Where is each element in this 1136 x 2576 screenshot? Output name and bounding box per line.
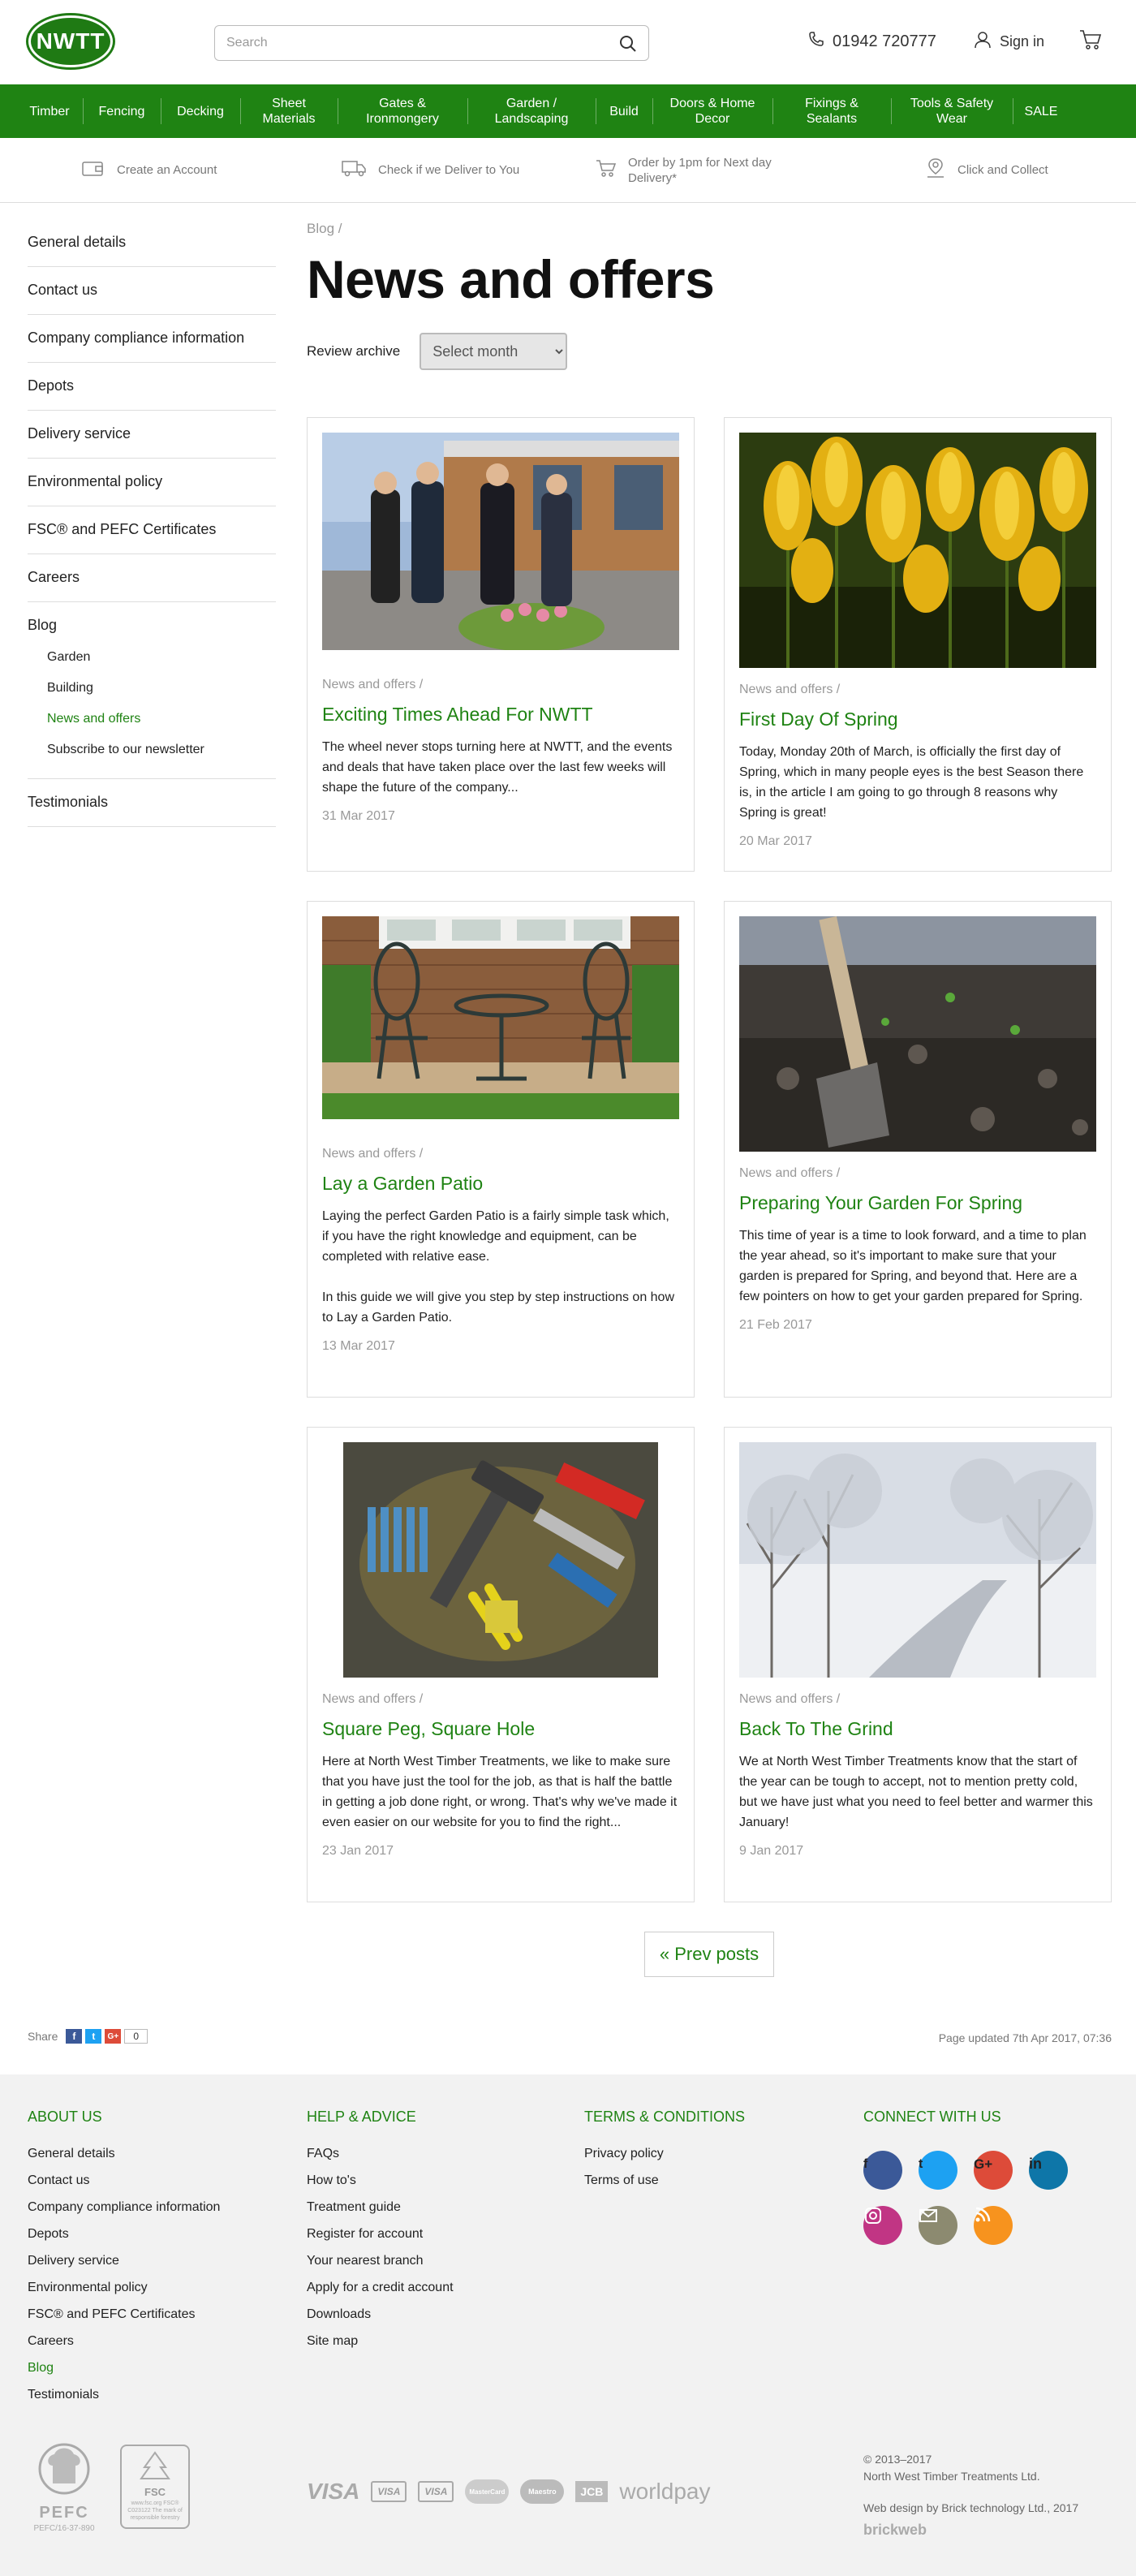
post-category: News and offers / [739,1166,841,1180]
nav-item-tools-safety-wear[interactable]: Tools & Safety Wear [891,95,1013,127]
sidebar-item-testimonials[interactable]: Testimonials [28,779,276,827]
prev-posts-button[interactable]: « Prev posts [644,1932,774,1977]
post-image-tools[interactable] [343,1442,658,1678]
visa-electron-logo: VISA [418,2481,454,2502]
sidebar-item-environmental[interactable]: Environmental policy [28,459,276,506]
footer-heading: TERMS & CONDITIONS [584,2109,746,2125]
post-category: News and offers / [322,678,424,691]
footer-link[interactable]: General details [28,2147,115,2160]
archive-month-select[interactable] [420,333,567,370]
post-image-patio[interactable] [322,916,679,1119]
main-nav [0,84,1136,138]
post-card [724,901,1112,1398]
post-category: News and offers / [739,1692,841,1706]
breadcrumb[interactable]: Blog / [307,221,342,236]
worldpay-logo: worldpay [619,2479,711,2504]
usp-click-collect[interactable] [925,157,1048,183]
pefc-text: PEFC [39,2504,89,2522]
legal-info [863,2451,1078,2539]
rss-icon[interactable] [974,2206,1013,2245]
post-date: 23 Jan 2017 [322,1844,394,1858]
sidebar-subitem-newsletter[interactable]: Subscribe to our newsletter [47,743,204,756]
footer-link[interactable]: Your nearest branch [307,2254,424,2268]
location-icon [925,157,946,183]
post-card [307,901,695,1398]
google-plus-icon[interactable]: G+ [974,2151,1013,2190]
archive-filter [307,333,1113,370]
post-title-link[interactable]: Back To The Grind [739,1718,893,1739]
post-category: News and offers / [322,1692,424,1706]
usp-bar [0,138,1136,203]
cart-icon[interactable] [1079,29,1102,54]
usp-label: Order by 1pm for Next day Delivery* [628,155,772,185]
footer-link[interactable]: Downloads [307,2307,372,2321]
post-date: 9 Jan 2017 [739,1844,804,1858]
fsc-text: FSC [144,2486,166,2498]
payment-logos [307,2479,710,2505]
nav-item-sale[interactable]: SALE [1013,95,1069,127]
footer-heading: ABOUT US [28,2109,102,2125]
post-image-snow[interactable] [739,1442,1096,1678]
post-category: News and offers / [739,683,841,696]
post-image-crocus[interactable] [739,433,1096,668]
post-excerpt: This time of year is a time to look forward, and a time to plan the year ahead, so it's important to make sure that your garden is prepared for Spring, and beyond that. Here are a few pointers on how to get your garden prepared for Spring. [739,1229,1087,1303]
footer-link[interactable]: Testimonials [28,2388,100,2402]
share-bar [28,2029,148,2044]
nav-item-gates-ironmongery[interactable]: Gates & Ironmongery [338,95,467,127]
post-card [724,417,1112,872]
mastercard-logo: MasterCard [465,2479,509,2504]
post-excerpt: Laying the perfect Garden Patio is a fairly simple task which, if you have the right knowledge and equipment, can be completed with relative ease. In this guide we will give you step by step instructions on how to Lay a Garden Patio. [322,1209,675,1325]
email-icon[interactable] [919,2206,957,2245]
instagram-icon[interactable] [863,2206,902,2245]
footer-link[interactable]: FSC® and PEFC Certificates [28,2307,196,2321]
archive-label: Review archive [307,343,401,359]
footer-link[interactable]: Apply for a credit account [307,2281,454,2294]
post-title-link[interactable]: Exciting Times Ahead For NWTT [322,704,593,725]
nav-item-garden-landscaping[interactable]: Garden / Landscaping [467,95,596,127]
search-input[interactable] [215,26,648,60]
footer-link[interactable]: Register for account [307,2227,424,2241]
twitter-icon[interactable]: t [919,2151,957,2190]
post-title-link[interactable]: First Day Of Spring [739,709,898,730]
google-plus-share-icon[interactable]: G+ [105,2029,121,2044]
footer-link[interactable]: Delivery service [28,2254,119,2268]
usp-next-day [596,155,839,186]
post-card [724,1427,1112,1902]
wallet-icon [81,158,105,182]
sidebar [28,219,276,827]
truck-icon [341,158,367,182]
pefc-code: PEFC/16-37-890 [33,2524,95,2533]
footer-link-blog[interactable]: Blog [28,2361,54,2375]
footer-link[interactable]: Careers [28,2334,74,2348]
fsc-logo [120,2445,190,2529]
facebook-icon[interactable]: f [863,2151,902,2190]
nav-item-decking[interactable]: Decking [161,95,240,127]
usp-label: Create an Account [117,163,217,177]
copyright: © 2013–2017 [863,2453,932,2466]
sidebar-item-delivery[interactable]: Delivery service [28,411,276,459]
footer-link[interactable]: Environmental policy [28,2281,148,2294]
sidebar-item-blog[interactable]: Blog [28,617,58,633]
post-date: 13 Mar 2017 [322,1339,395,1353]
usp-label: Check if we Deliver to You [378,163,520,177]
post-image-people[interactable] [322,433,679,650]
post-category: News and offers / [322,1147,424,1161]
usp-create-account[interactable] [81,158,217,182]
footer-heading: HELP & ADVICE [307,2109,416,2125]
nav-item-doors-home-decor[interactable]: Doors & Home Decor [652,95,772,127]
post-excerpt: The wheel never stops turning here at NWTT, and the events and deals that have taken place over the last few weeks will shape the future of the company... [322,740,673,795]
post-excerpt: We at North West Timber Treatments know that the start of the year can be tough to accept, not to mention pretty cold, but we have just what you need to feel better and warmer this January! [739,1755,1093,1829]
footer-link[interactable]: Terms of use [584,2173,659,2187]
sign-in-label: Sign in [1000,33,1045,50]
sidebar-subitem-building[interactable]: Building [47,681,93,695]
main-content [307,221,1113,370]
visa-logo: VISA [307,2479,360,2504]
sidebar-item-careers[interactable]: Careers [28,554,276,602]
footer-link[interactable]: How to's [307,2173,356,2187]
post-excerpt: Here at North West Timber Treatments, we like to make sure that you have just the tool for the job, as that is half the battle in getting a job done right, or wrong. That's why we've made it even easier on our website for you to find the right... [322,1755,678,1829]
nav-item-fixings-sealants[interactable]: Fixings & Sealants [772,95,891,127]
post-date: 31 Mar 2017 [322,809,395,823]
site-logo[interactable] [26,13,115,70]
usp-label: Click and Collect [957,163,1048,177]
post-image-spade[interactable] [739,916,1096,1152]
post-date: 20 Mar 2017 [739,834,812,848]
post-title-link[interactable]: Square Peg, Square Hole [322,1718,536,1739]
nav-item-sheet-materials[interactable]: Sheet Materials [240,95,338,127]
web-design-credit: Web design by Brick technology Ltd., 2017 [863,2501,1079,2514]
site-footer [0,2074,1136,2576]
company-name: North West Timber Treatments Ltd. [863,2470,1040,2483]
sidebar-subitem-garden[interactable]: Garden [47,650,91,664]
sidebar-item-certificates[interactable]: FSC® and PEFC Certificates [28,506,276,554]
site-header [0,0,1136,84]
post-excerpt: Today, Monday 20th of March, is officially the first day of Spring, which in many people eyes is the best Season there is, in the article I am going to go through 8 reasons why Spring is great! [739,745,1084,820]
footer-link[interactable]: Depots [28,2227,69,2241]
jcb-logo: JCB [575,2481,608,2502]
sidebar-item-general-details[interactable]: General details [28,219,276,267]
usp-check-delivery[interactable] [341,158,519,182]
sidebar-blog-submenu [28,637,276,779]
post-title-link[interactable]: Preparing Your Garden For Spring [739,1192,1023,1213]
footer-connect [863,2109,1107,2238]
maestro-logo: Maestro [520,2479,564,2504]
sign-in-link[interactable] [974,31,1044,53]
nav-item-fencing[interactable]: Fencing [83,95,161,127]
footer-link[interactable]: Site map [307,2334,359,2348]
user-icon [974,31,992,53]
footer-link[interactable]: Privacy policy [584,2147,664,2160]
logo-text: NWTT [31,18,110,65]
fsc-small-text: www.fsc.org FSC® C023122 The mark of responsible forestry [127,2501,183,2521]
linkedin-icon[interactable]: in [1029,2151,1068,2190]
post-card [307,417,695,872]
nav-item-timber[interactable]: Timber [29,104,70,118]
phone-number: 01942 720777 [833,32,936,50]
post-title-link[interactable]: Lay a Garden Patio [322,1173,484,1194]
share-count: 0 [124,2029,148,2044]
facebook-share-icon[interactable]: f [66,2029,82,2044]
twitter-share-icon[interactable]: t [85,2029,101,2044]
sidebar-item-compliance[interactable]: Company compliance information [28,315,276,363]
page-updated: Page updated 7th Apr 2017, 07:36 [938,2031,1112,2044]
phone-link[interactable] [808,31,936,52]
nav-item-build[interactable]: Build [596,95,652,127]
sidebar-item-depots[interactable]: Depots [28,363,276,411]
footer-link[interactable]: Contact us [28,2173,90,2187]
page-title: News and offers [307,249,715,309]
brickweb-logo: brickweb [863,2522,927,2538]
footer-terms [584,2109,745,2194]
footer-link[interactable]: Company compliance information [28,2200,221,2214]
sidebar-subitem-news-offers[interactable]: News and offers [47,712,141,726]
phone-icon [808,31,824,52]
visa-debit-logo: VISA [371,2481,407,2502]
post-card [307,1427,695,1902]
search-icon[interactable] [619,35,637,57]
footer-help [307,2109,454,2354]
footer-about [28,2109,220,2408]
share-label: Share [28,2030,58,2043]
pefc-logo [28,2443,101,2533]
footer-link[interactable]: FAQs [307,2147,340,2160]
footer-heading: CONNECT WITH US [863,2109,1001,2125]
basket-icon [596,158,617,182]
sidebar-item-contact-us[interactable]: Contact us [28,267,276,315]
footer-link[interactable]: Treatment guide [307,2200,401,2214]
post-date: 21 Feb 2017 [739,1318,812,1332]
search-box [214,25,649,61]
